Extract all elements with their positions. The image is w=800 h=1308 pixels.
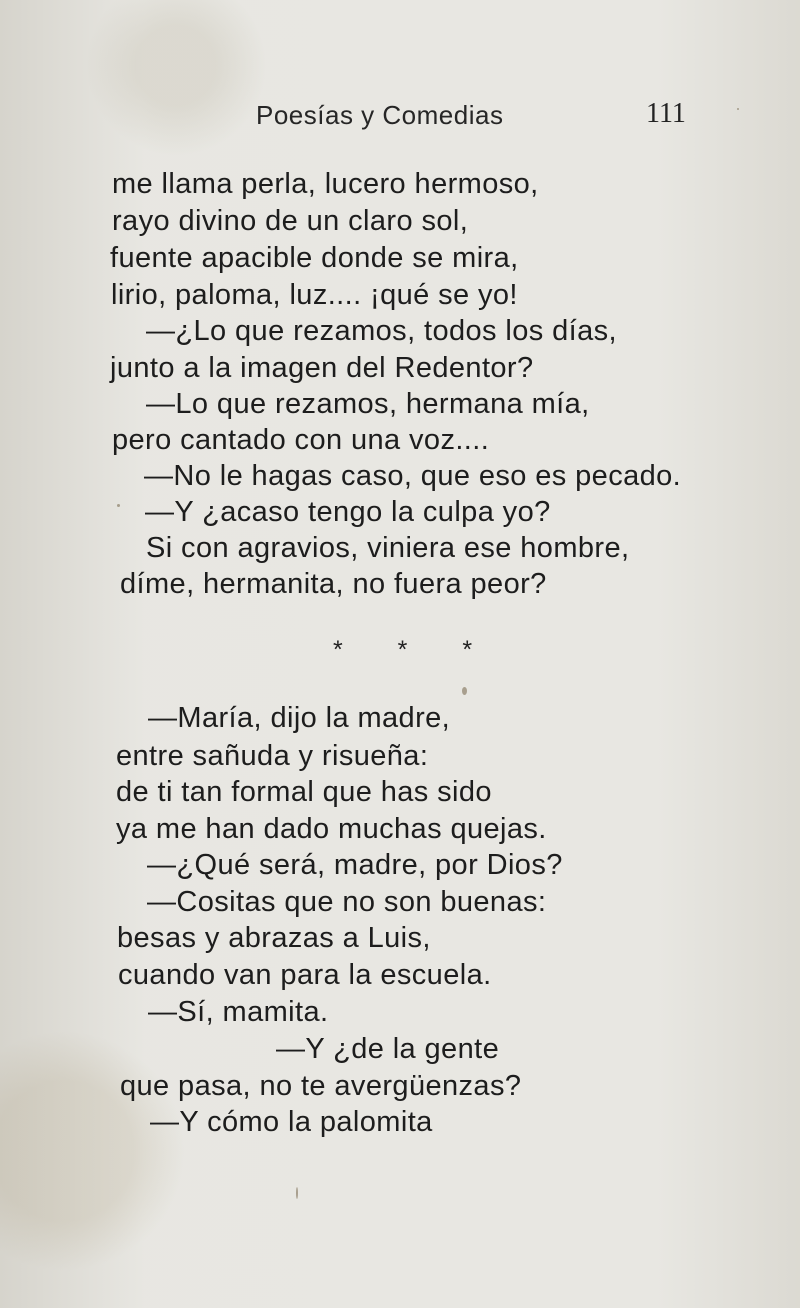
poem-line: —Y cómo la palomita [150, 1106, 433, 1138]
paper-speck [462, 687, 467, 695]
poem-line: —María, dijo la madre, [148, 702, 451, 734]
page-number: 111 [646, 98, 686, 129]
poem-line: que pasa, no te avergüenzas? [120, 1070, 522, 1102]
poem-line: —Y ¿acaso tengo la culpa yo? [145, 496, 551, 528]
poem-line: díme, hermanita, no fuera peor? [120, 568, 547, 600]
poem-line: —¿Qué será, madre, por Dios? [147, 849, 563, 881]
poem-line: —Sí, mamita. [148, 996, 329, 1028]
paper-speck [117, 504, 120, 507]
poem-line: pero cantado con una voz.... [112, 424, 490, 456]
poem-line: entre sañuda y risueña: [116, 740, 429, 772]
poem-line: cuando van para la escuela. [118, 959, 492, 991]
poem-line: Si con agravios, viniera ese hombre, [146, 532, 630, 564]
poem-line: de ti tan formal que has sido [116, 776, 492, 808]
poem-line: —Cositas que no son buenas: [147, 886, 547, 918]
section-divider: * * * [333, 636, 497, 664]
running-head: Poesías y Comedias [256, 100, 504, 130]
poem-line: ya me han dado muchas quejas. [116, 813, 547, 845]
poem-line: me llama perla, lucero hermoso, [112, 168, 539, 200]
poem-line: —Y ¿de la gente [276, 1033, 500, 1065]
poem-line: besas y abrazas a Luis, [117, 922, 431, 954]
poem-line: junto a la imagen del Redentor? [110, 352, 534, 384]
poem-line: —¿Lo que rezamos, todos los días, [146, 315, 617, 347]
paper-speck [296, 1187, 298, 1199]
paper-speck [737, 108, 739, 110]
poem-line: —Lo que rezamos, hermana mía, [146, 388, 590, 420]
poem-line: lirio, paloma, luz.... ¡qué se yo! [111, 279, 518, 311]
poem-line: —No le hagas caso, que eso es pecado. [144, 460, 682, 492]
poem-line: rayo divino de un claro sol, [112, 205, 469, 237]
poem-line: fuente apacible donde se mira, [110, 242, 519, 274]
